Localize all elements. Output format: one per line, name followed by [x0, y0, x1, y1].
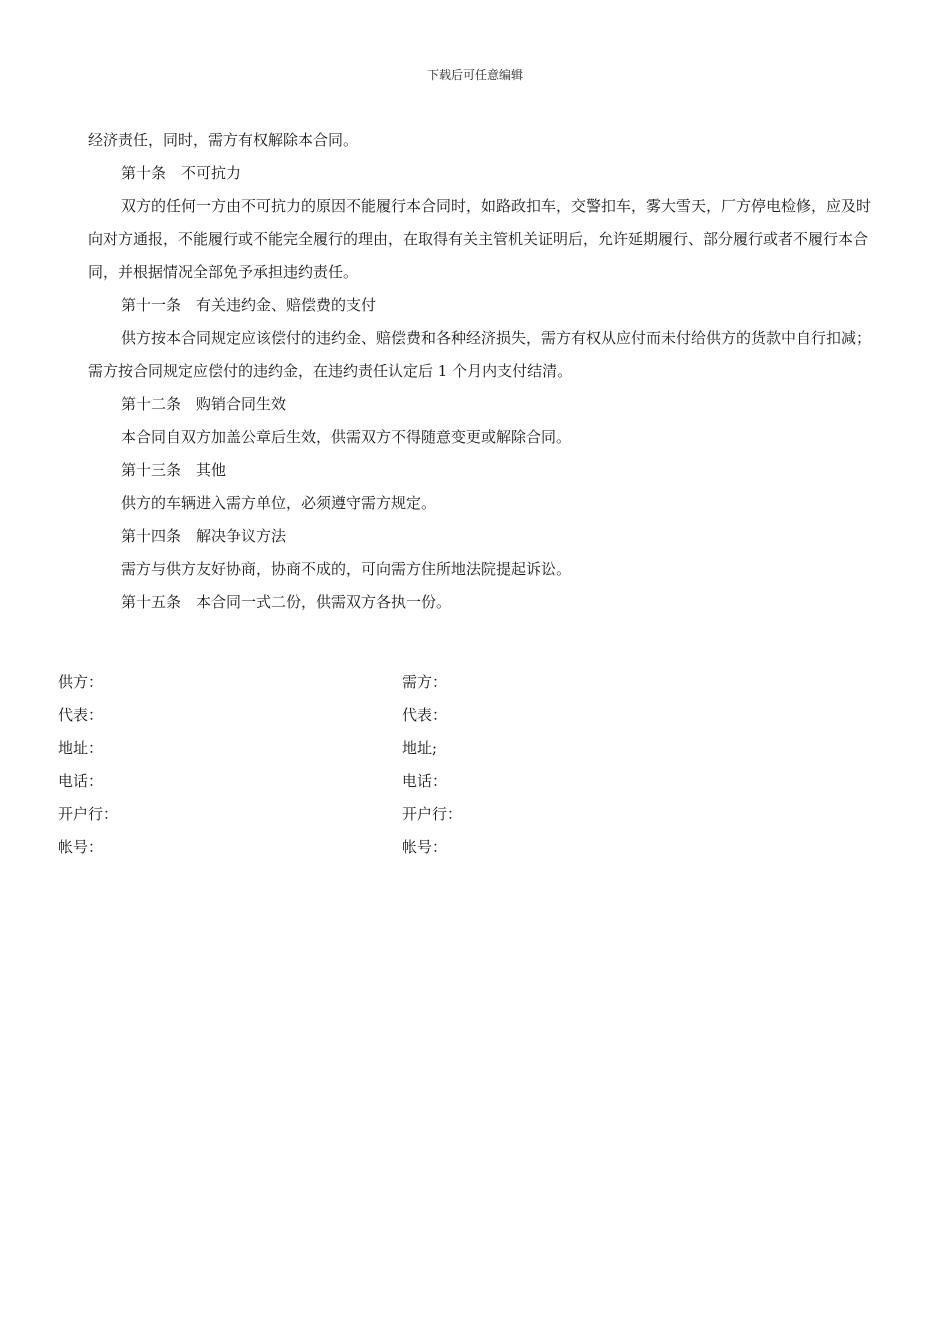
- article-12-body: 本合同自双方加盖公章后生效，供需双方不得随意变更或解除合同。: [121, 428, 572, 446]
- article-13-body: 供方的车辆进入需方单位，必须遵守需方规定。: [121, 494, 437, 512]
- supplier-representative-label: 代表：: [58, 706, 104, 724]
- buyer-representative-label: 代表：: [402, 706, 448, 724]
- supplier-phone-label: 电话：: [58, 772, 104, 790]
- signature-row-account: [58, 831, 878, 864]
- contract-body: [88, 124, 878, 619]
- buyer-bank-label: 开户行：: [402, 805, 463, 823]
- signature-row-party: [58, 666, 878, 699]
- article-11-title: 第十一条 有关违约金、赔偿费的支付: [121, 296, 377, 314]
- buyer-account-label: 帐号：: [402, 838, 448, 856]
- signature-block: [58, 666, 878, 864]
- article-12-title: 第十二条 购销合同生效: [121, 395, 287, 413]
- signature-row-phone: [58, 765, 878, 798]
- signature-row-address: [58, 732, 878, 765]
- article-10-title: 第十条 不可抗力: [121, 164, 242, 182]
- article-11-body: 供方按本合同规定应该偿付的违约金、赔偿费和各种经济损失，需方有权从应付而未付给供方的货款中自行扣减；需方按合同规定应偿付的违约金，在违约责任认定后 1 个月内支付结清。: [88, 329, 872, 380]
- article-14-body: 需方与供方友好协商，协商不成的，可向需方住所地法院提起诉讼。: [121, 560, 572, 578]
- supplier-bank-label: 开户行：: [58, 805, 119, 823]
- signature-row-representative: [58, 699, 878, 732]
- paragraph-continuation: 经济责任，同时，需方有权解除本合同。: [88, 131, 359, 149]
- page-header-note: 下载后可任意编辑: [426, 68, 523, 82]
- article-14-title: 第十四条 解决争议方法: [121, 527, 287, 545]
- article-10-body: 双方的任何一方由不可抗力的原因不能履行本合同时，如路政扣车，交警扣车，雾大雪天，厂方停电检修，应及时向对方通报，不能履行或不能完全履行的理由，在取得有关主管机关证明后，允许延期履行、部分履行或者不履行本合同，并根据情况全部免予承担违约责任。: [88, 197, 872, 281]
- supplier-label: 供方：: [58, 673, 104, 691]
- article-15-title: 第十五条 本合同一式二份，供需双方各执一份。: [121, 593, 452, 611]
- supplier-account-label: 帐号：: [58, 838, 104, 856]
- signature-row-bank: [58, 798, 878, 831]
- buyer-label: 需方：: [402, 673, 448, 691]
- buyer-phone-label: 电话：: [402, 772, 448, 790]
- supplier-address-label: 地址：: [58, 739, 104, 757]
- buyer-address-label: 地址;: [402, 739, 438, 757]
- article-13-title: 第十三条 其他: [121, 461, 227, 479]
